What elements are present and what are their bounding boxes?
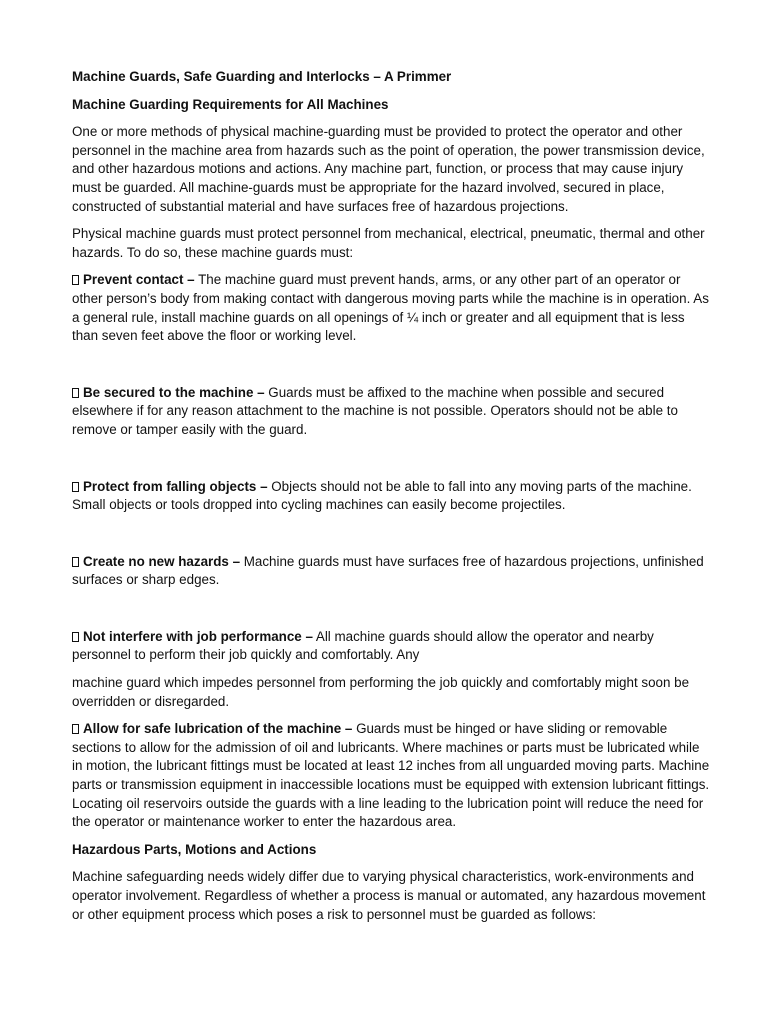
bullet-text: Guards must be hinged or have sliding or removable sections to allow for the admission of oil and lubricants. Where machines or parts must be lubricated while in motion, the lubricant fittings must be located at least 12 inches from all unguarded moving parts. Machine parts or transmission equipment in inaccessible locations must be equipped with extension lubricant fittings. Locating oil reservoirs outside the guards with a line leading to the lubrication point will reduce the need for the operator or maintenance worker to enter the hazardous area. (72, 721, 710, 830)
bullet-text: The machine guard must prevent hands, arms, or any other part of an operator or other person’s body from making contact with dangerous moving parts while the machine is in operation. As a general rule, install machine guards on all openings of ¼ inch or greater and all equipment that is less than seven feet above the floor or working level. (72, 272, 709, 344)
continuation-paragraph: machine guard which impedes personnel from performing the job quickly and comfortably might soon be overridden or disregarded. (72, 675, 690, 709)
final-paragraph: Machine safeguarding needs widely differ due to varying physical characteristics, work-environments and operator involvement. Regardless of whether a process is manual or automated, any hazardous movement or other equipment process which poses a risk to personnel must be guarded as follows: (72, 869, 706, 922)
bullet-lead: Allow for safe lubrication of the machine – (83, 721, 353, 737)
bullet-icon (72, 557, 79, 567)
section-heading-hazardous-parts: Hazardous Parts, Motions and Actions (72, 841, 317, 857)
bullet-icon (72, 482, 79, 492)
intro-paragraph: One or more methods of physical machine-guarding must be provided to protect the operator and other personnel in the machine area from hazards such as the point of operation, the power transmission device, and other hazardous motions and actions. Any machine part, function, or process that may cause injury must be guarded. All machine-guards must be appropriate for the hazard involved, secured in place, constructed of substantial material and have surfaces free of hazardous projections. (72, 124, 705, 214)
bullet-no-new-hazards (72, 553, 712, 590)
section-heading-requirements: Machine Guarding Requirements for All Machines (72, 96, 389, 112)
bullet-icon (72, 632, 79, 642)
bullet-icon (72, 388, 79, 398)
document-title: Machine Guards, Safe Guarding and Interlocks – A Primmer (72, 69, 452, 84)
bullet-be-secured (72, 384, 712, 440)
protect-paragraph: Physical machine guards must protect personnel from mechanical, electrical, pneumatic, thermal and other hazards. To do so, these machine guards must: (72, 226, 705, 260)
bullet-job-performance (72, 628, 712, 665)
bullet-text: All machine guards should allow the operator and nearby personnel to perform their job quickly and comfortably. Any (72, 628, 654, 663)
bullet-falling-objects (72, 478, 712, 515)
bullet-prevent-contact (72, 271, 712, 345)
bullet-icon (72, 275, 79, 285)
bullet-text: Objects should not be able to fall into any moving parts of the machine. Small objects or tools dropped into cycling machines can easily become projectiles. (72, 478, 692, 513)
bullet-lead: Prevent contact – (83, 272, 195, 288)
document-page (72, 68, 712, 933)
bullet-lead: Not interfere with job performance – (83, 628, 313, 644)
bullet-text: Guards must be affixed to the machine when possible and secured elsewhere if for any reason attachment to the machine is not possible. Operators should not be able to remove or tamper easily with the guard. (72, 384, 678, 437)
bullet-lead: Create no new hazards – (83, 553, 241, 569)
bullet-text: Machine guards must have surfaces free of hazardous projections, unfinished surfaces or sharp edges. (72, 553, 704, 588)
bullet-safe-lubrication (72, 720, 712, 832)
bullet-lead: Protect from falling objects – (83, 478, 268, 494)
bullet-icon (72, 724, 79, 734)
bullet-lead: Be secured to the machine – (83, 384, 265, 400)
